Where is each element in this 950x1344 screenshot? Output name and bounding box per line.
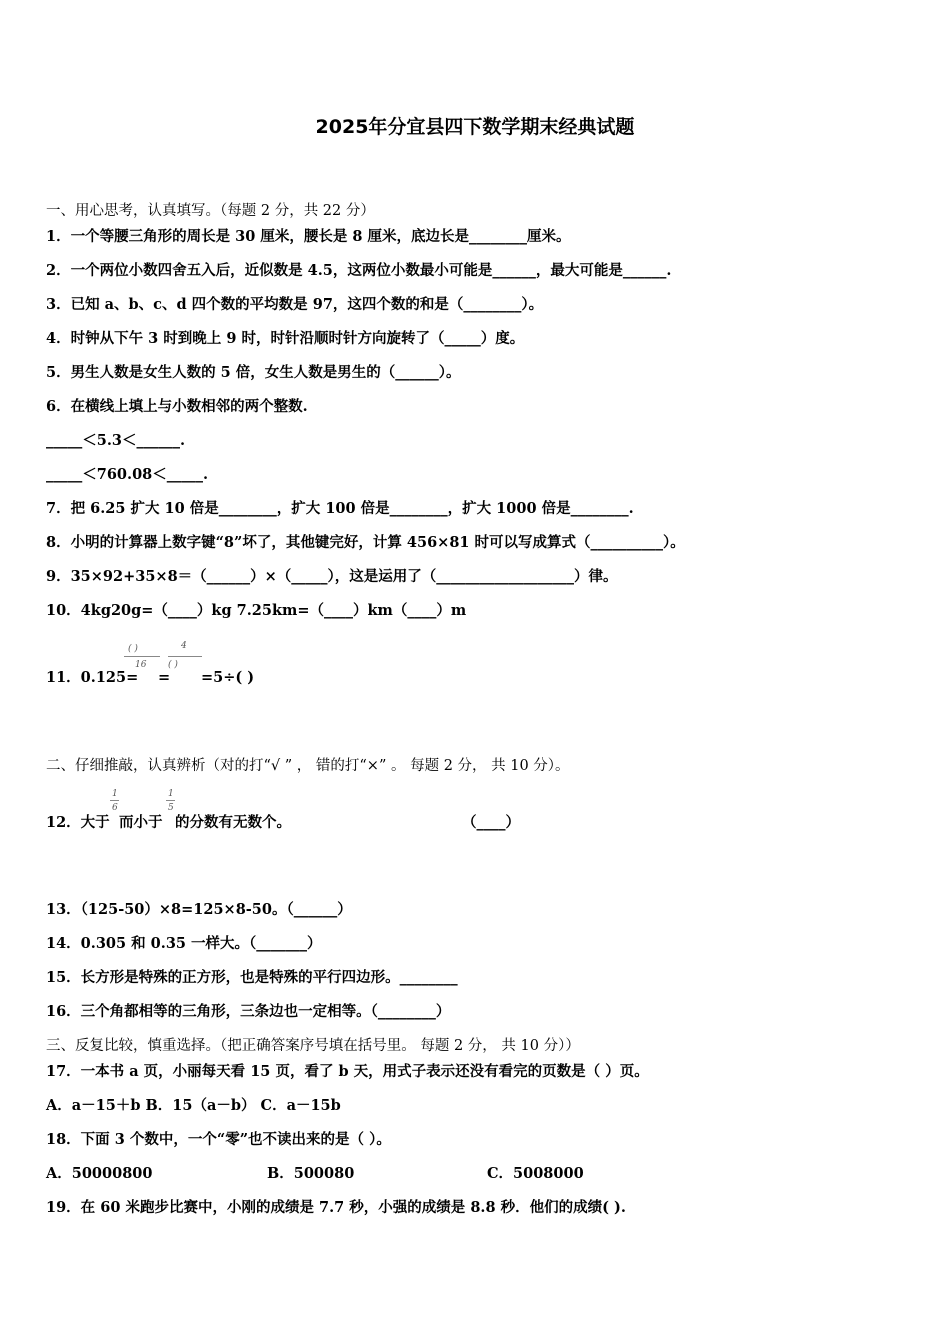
question-11-tail: =5÷( ) [201, 669, 255, 686]
question-12-blank: （____） [462, 814, 520, 831]
fraction-1-denominator: 16 [135, 660, 147, 670]
question-1: 1．一个等腰三角形的周长是 30 厘米，腰长是 8 厘米，底边长是________厘米。 [46, 228, 571, 245]
question-18-option-c: C．5008000 [487, 1165, 584, 1182]
question-15: 15．长方形是特殊的正方形，也是特殊的平行四边形。________ [46, 969, 458, 986]
question-11-equals: = [158, 669, 171, 686]
section3-heading: 三、反复比较，慎重选择。（把正确答案序号填在括号里。 每题 2 分， 共 10 分）） [46, 1038, 580, 1054]
question-18: 18．下面 3 个数中，一个“零”也不读出来的是（ ）。 [46, 1131, 391, 1148]
question-4: 4．时钟从下午 3 时到晚上 9 时，时针沿顺时针方向旋转了（_____）度。 [46, 330, 525, 347]
fraction-2-numerator: 4 [181, 641, 187, 651]
question-3: 3．已知 a、b、c、d 四个数的平均数是 97，这四个数的和是（________）。 [46, 296, 544, 313]
question-6: 6．在横线上填上与小数相邻的两个整数. [46, 398, 308, 415]
fraction-2-bar [168, 656, 202, 657]
question-18-option-a: A．50000800 [46, 1165, 153, 1182]
question-6-line-a: _____＜5.3＜______. [46, 432, 186, 449]
question-12-part-b: 而小于 [119, 814, 163, 831]
fraction-2-denominator: ( ) [168, 660, 178, 670]
page-title: 2025年分宜县四下数学期末经典试题 [315, 116, 635, 138]
question-11: 11．0.125= [46, 669, 139, 686]
question-10: 10．4kg20g=（____）kg 7.25km=（____）km（____）m [46, 602, 467, 619]
question-12-part-c: 的分数有无数个。 [175, 814, 291, 831]
question-6-line-b: _____＜760.08＜_____. [46, 466, 209, 483]
fraction-1-numerator: ( ) [128, 644, 138, 654]
question-13: 13．（125-50）×8=125×8-50。（______） [46, 901, 352, 918]
question-17: 17．一本书 a 页，小丽每天看 15 页，看了 b 天，用式子表示还没有看完的页数是（ ）页。 [46, 1063, 649, 1080]
question-17-options: A．a－15＋b B．15（a－b） C．a－15b [46, 1097, 341, 1114]
q12-fraction-1-denominator: 6 [112, 803, 118, 813]
q12-fraction-2-denominator: 5 [168, 803, 174, 813]
q12-fraction-1-numerator: 1 [112, 789, 118, 799]
question-18-option-b: B．500080 [267, 1165, 355, 1182]
question-14: 14．0.305 和 0.35 一样大。（_______） [46, 935, 322, 952]
section1-heading: 一、用心思考，认真填写。（每题 2 分，共 22 分） [46, 203, 375, 219]
q12-fraction-1-bar [110, 800, 119, 801]
q12-fraction-2-bar [166, 800, 175, 801]
question-5: 5．男生人数是女生人数的 5 倍，女生人数是男生的（______）。 [46, 364, 461, 381]
fraction-1-bar [124, 656, 160, 657]
question-2: 2．一个两位小数四舍五入后，近似数是 4.5，这两位小数最小可能是______，最大可能是______. [46, 262, 672, 279]
question-16: 16．三个角都相等的三角形，三条边也一定相等。（________） [46, 1003, 451, 1020]
q12-fraction-2-numerator: 1 [168, 789, 174, 799]
question-8: 8．小明的计算器上数字键“8”坏了，其他键完好，计算 456×81 时可以写成算式（__________）。 [46, 534, 685, 551]
question-9: 9．35×92+35×8＝（______）×（_____），这是运用了（___________________）律。 [46, 568, 618, 585]
question-7: 7．把 6.25 扩大 10 倍是________，扩大 100 倍是________，扩大 1000 倍是________. [46, 500, 634, 517]
question-12-part-a: 12．大于 [46, 814, 110, 831]
section2-heading: 二、仔细推敲，认真辨析（对的打“√ ” ， 错的打“×” 。 每题 2 分， 共 10 分）。 [46, 758, 570, 774]
question-19: 19．在 60 米跑步比赛中，小刚的成绩是 7.7 秒，小强的成绩是 8.8 秒．他们的成绩( ). [46, 1199, 626, 1216]
